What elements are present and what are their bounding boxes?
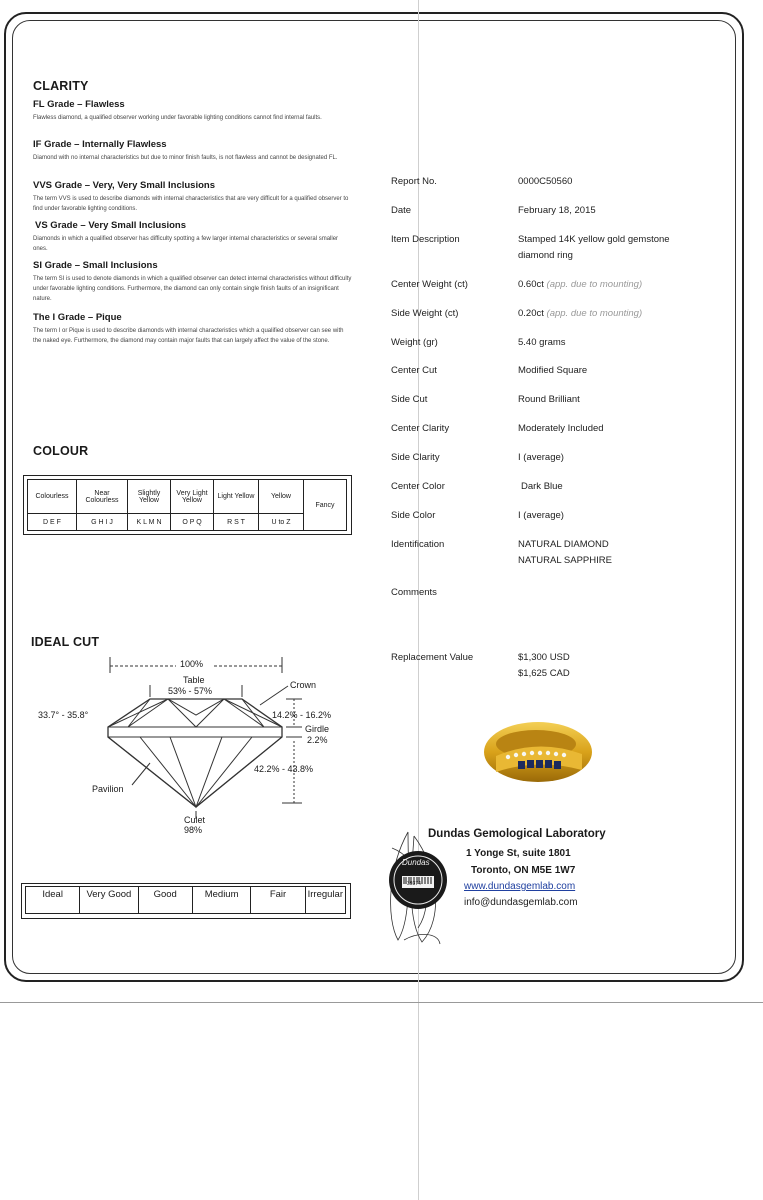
clarity-grade-title: VS Grade – Very Small Inclusions bbox=[35, 220, 187, 231]
date-value: February 18, 2015 bbox=[518, 205, 596, 216]
diagram-crown-angle: 33.7° - 35.8° bbox=[38, 710, 89, 720]
identification-label: Identification bbox=[391, 539, 445, 550]
diagram-culet-value: 98% bbox=[184, 825, 203, 835]
side-color-label: Side Color bbox=[391, 510, 436, 521]
item-description-value: Stamped 14K yellow gold gemstone bbox=[518, 234, 670, 245]
side-clarity-label: Side Clarity bbox=[391, 452, 440, 463]
colour-grade-cell: G H I J bbox=[77, 514, 128, 531]
page-bottom-edge bbox=[0, 1002, 763, 1003]
center-cut-label: Center Cut bbox=[391, 365, 437, 376]
cut-grade-cell: Ideal bbox=[26, 887, 80, 914]
side-clarity-value: I (average) bbox=[518, 452, 564, 463]
colour-scale-table bbox=[27, 479, 347, 531]
ideal-cut-heading: IDEAL CUT bbox=[31, 635, 100, 649]
diagram-pavilion-label: Pavilion bbox=[92, 784, 124, 794]
colour-grade-cell: R S T bbox=[214, 514, 259, 531]
diagram-crown-label: Crown bbox=[290, 680, 317, 690]
center-color-value: Dark Blue bbox=[521, 481, 563, 492]
lab-email: info@dundasgemlab.com bbox=[464, 897, 578, 908]
clarity-grade-desc: The term I or Pique is used to describe diamonds with internal characteristics which a qualified observer can see with the naked eye. Furthermore, the diamond may contain major faults that can largely affect the value of the stone. bbox=[33, 328, 344, 344]
diagram-crown-height: 14.2% - 16.2% bbox=[272, 710, 332, 720]
colour-grade-cell: U to Z bbox=[259, 514, 304, 531]
cut-grade-cell: Very Good bbox=[80, 887, 138, 914]
lab-website-link[interactable]: www.dundasgemlab.com bbox=[464, 881, 576, 892]
lab-address-line2: Toronto, ON M5E 1W7 bbox=[471, 865, 576, 876]
colour-name-cell: Fancy bbox=[304, 480, 347, 531]
identification-value-line2: NATURAL SAPPHIRE bbox=[518, 555, 612, 566]
clarity-grade-desc: Flawless diamond, a qualified observer working under favorable lighting conditions cannot find internal faults. bbox=[33, 115, 322, 121]
center-color-label: Center Color bbox=[391, 481, 445, 492]
center-weight-value bbox=[518, 279, 642, 290]
cut-grade-cell: Medium bbox=[192, 887, 251, 914]
clarity-grade-title: IF Grade – Internally Flawless bbox=[33, 139, 167, 150]
clarity-grade-title: The I Grade – Pique bbox=[33, 312, 122, 323]
colour-name-cell: Very Light Yellow bbox=[171, 480, 214, 514]
diagram-culet-label: Culet bbox=[184, 815, 206, 825]
date-label: Date bbox=[391, 205, 412, 216]
center-cut-value: Modified Square bbox=[518, 365, 588, 376]
center-weight-note: (app. due to mounting) bbox=[546, 279, 643, 290]
clarity-grade-title: SI Grade – Small Inclusions bbox=[33, 260, 158, 271]
side-weight-label: Side Weight (ct) bbox=[391, 308, 459, 319]
colour-heading: COLOUR bbox=[33, 444, 89, 458]
colour-grade-cell: K L M N bbox=[128, 514, 171, 531]
item-description-value-line2: diamond ring bbox=[518, 250, 573, 261]
replacement-value-cad: $1,625 CAD bbox=[518, 668, 570, 679]
lab-seal-logo bbox=[378, 828, 458, 948]
sapphire-row bbox=[518, 760, 561, 769]
diagram-table-range: 53% - 57% bbox=[168, 686, 213, 696]
colour-name-cell: Yellow bbox=[259, 480, 304, 514]
diagram-width-label: 100% bbox=[180, 659, 204, 669]
diagram-pavilion-depth: 42.2% - 43.8% bbox=[254, 764, 314, 774]
colour-name-cell: Colourless bbox=[28, 480, 77, 514]
replacement-value-usd: $1,300 USD bbox=[518, 652, 570, 663]
clarity-grade-desc: Diamond with no internal characteristics but due to minor finish faults, is not flawless and cannot be designated FL. bbox=[33, 155, 338, 161]
diagram-girdle-value: 2.2% bbox=[307, 735, 328, 745]
identification-value: NATURAL DIAMOND bbox=[518, 539, 609, 550]
comments-label: Comments bbox=[391, 587, 437, 598]
clarity-grade-desc: Diamonds in which a qualified observer has difficulty spotting a few larger internal characteristics or several smaller ones. bbox=[33, 236, 339, 252]
ring-photo bbox=[478, 714, 598, 790]
replacement-value-label: Replacement Value bbox=[391, 652, 474, 663]
crown-facets bbox=[128, 699, 264, 727]
cut-grade-cell: Fair bbox=[251, 887, 305, 914]
colour-grade-cell: D E F bbox=[28, 514, 77, 531]
center-clarity-label: Center Clarity bbox=[391, 423, 450, 434]
side-color-value: I (average) bbox=[518, 510, 564, 521]
lab-address-line1: 1 Yonge St, suite 1801 bbox=[466, 848, 571, 859]
weight-label: Weight (gr) bbox=[391, 337, 438, 348]
side-cut-label: Side Cut bbox=[391, 394, 428, 405]
seal-number: 39374 bbox=[407, 881, 421, 887]
center-weight-label: Center Weight (ct) bbox=[391, 279, 468, 290]
clarity-grade-title: FL Grade – Flawless bbox=[33, 99, 125, 110]
colour-name-cell: Light Yellow bbox=[214, 480, 259, 514]
colour-grade-cell: O P Q bbox=[171, 514, 214, 531]
clarity-grade-title: VVS Grade – Very, Very Small Inclusions bbox=[33, 180, 215, 191]
lab-name: Dundas Gemological Laboratory bbox=[428, 828, 606, 840]
pavilion-pointer bbox=[132, 763, 150, 785]
cut-grade-cell: Irregular bbox=[305, 887, 345, 914]
colour-name-cell: Slightly Yellow bbox=[128, 480, 171, 514]
cut-grade-table bbox=[25, 886, 346, 914]
crown-pointer bbox=[260, 686, 288, 705]
side-cut-value: Round Brilliant bbox=[518, 394, 580, 405]
diagram-table-label: Table bbox=[183, 675, 205, 685]
clarity-heading: CLARITY bbox=[33, 79, 89, 93]
seal-brand-text: Dundas bbox=[402, 858, 430, 867]
side-weight-number: 0.20ct bbox=[518, 308, 544, 319]
clarity-grade-desc: The term VVS is used to describe diamonds with internal characteristics that are very difficult for a qualified observer to find under favorable lighting conditions. bbox=[33, 196, 349, 212]
side-weight-value bbox=[518, 308, 642, 319]
colour-name-cell: Near Colourless bbox=[77, 480, 128, 514]
side-weight-note: (app. due to mounting) bbox=[546, 308, 643, 319]
weight-value: 5.40 grams bbox=[518, 337, 566, 348]
center-clarity-value: Moderately Included bbox=[518, 423, 604, 434]
item-description-label: Item Description bbox=[391, 234, 460, 245]
clarity-grade-desc: The term SI is used to denote diamonds in which a qualified observer can detect internal characteristics without difficulty under favorable lighting conditions. Furthermore, the diamond can only contain single finish faults of an insignificant nature. bbox=[33, 276, 352, 302]
center-weight-number: 0.60ct bbox=[518, 279, 544, 290]
diagram-girdle-label: Girdle bbox=[305, 724, 330, 734]
report-no-label: Report No. bbox=[391, 176, 437, 187]
report-no-value: 0000C50560 bbox=[518, 176, 573, 187]
cut-grade-cell: Good bbox=[138, 887, 192, 914]
